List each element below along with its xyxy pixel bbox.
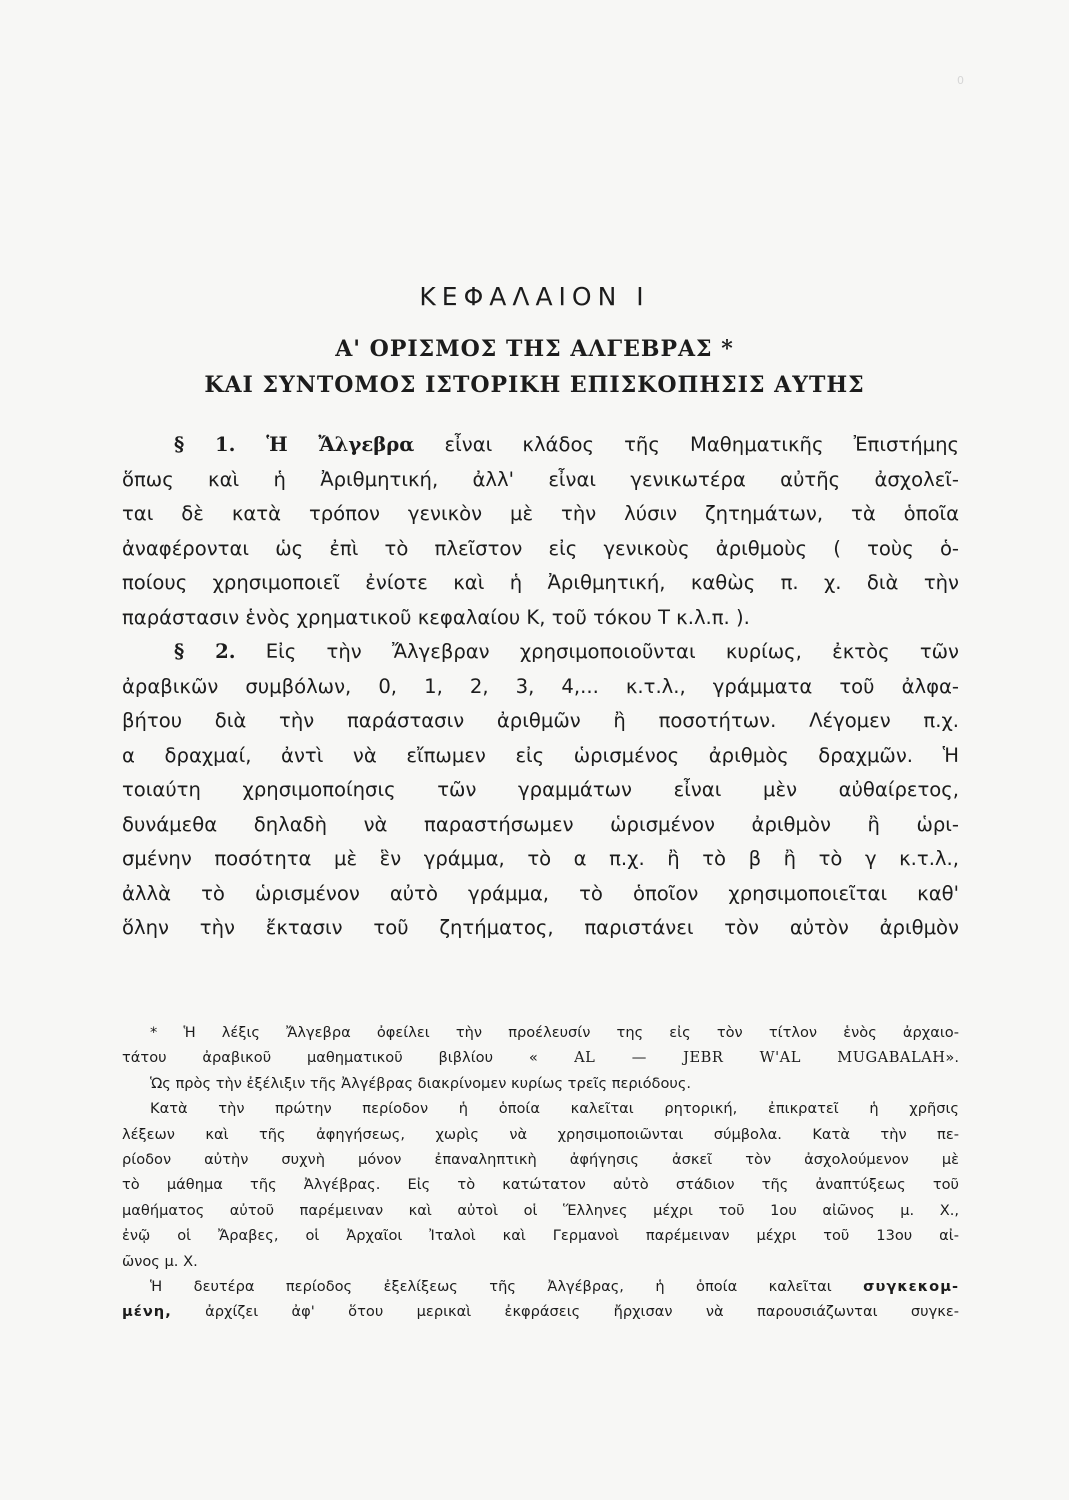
paragraph-line: ται δὲ κατὰ τρόπον γενικὸν μὲ τὴν λύσιν ζητημάτων, τὰ ὁποῖα — [122, 502, 959, 525]
paragraph-line: βήτου διὰ τὴν παράστασιν ἀριθμῶν ἢ ποσοτήτων. Λέγομεν π.χ. — [122, 709, 959, 732]
section-label: § 2. — [174, 640, 236, 663]
footnote-line: μένη, ἀρχίζει ἀφ' ὅτου μερικαὶ ἐκφράσεις ἤρχισαν νὰ παρουσιάζωνται συγκε- — [122, 1303, 959, 1321]
footnotes — [122, 1020, 959, 1325]
paragraph-line: § 2. Εἰς τὴν Ἄλγεβραν χρησιμοποιοῦνται κυρίως, ἐκτὸς τῶν — [174, 640, 959, 663]
page-number-mark: 0 — [957, 74, 964, 87]
paragraph-line: ὅλην τὴν ἔκτασιν τοῦ ζητήματος, παριστάνει τὸν αὐτὸν ἀριθμὸν — [122, 916, 959, 939]
paragraph-line: α δραχμαί, ἀντὶ νὰ εἴπωμεν εἰς ὡρισμένος ἀριθμὸς δραχμῶν. Ἡ — [122, 743, 959, 767]
footnote-line: μαθήματος αὐτοῦ παρέμειναν καὶ αὐτοὶ οἱ Ἕλληνες μέχρι τοῦ 1ου αἰῶνος μ. Χ., — [122, 1201, 959, 1219]
section-label: § 1. Ἡ Ἄλγεβρα — [174, 433, 415, 456]
section-title-line-2: ΚΑΙ ΣΥΝΤΟΜΟΣ ΙΣΤΟΡΙΚΗ ΕΠΙΣΚΟΠΗΣΙΣ ΑΥΤΗΣ — [204, 372, 865, 398]
section-title-line-1: Α' ΟΡΙΣΜΟΣ ΤΗΣ ΑΛΓΕΒΡΑΣ * — [335, 336, 734, 362]
footnote-line: ῶνος μ. Χ. — [122, 1252, 198, 1270]
footnote-line: Ὡς πρὸς τὴν ἐξέλιξιν τῆς Ἀλγέβρας διακρίνομεν κυρίως τρεῖς περιόδους. — [150, 1074, 692, 1092]
paragraph-line: δυνάμεθα δηλαδὴ νὰ παραστήσωμεν ὡρισμένον ἀριθμὸν ἢ ὡρι- — [122, 812, 959, 836]
main-text — [122, 428, 959, 946]
paragraph-line: ἀραβικῶν συμβόλων, 0, 1, 2, 3, 4,... κ.τ.λ., γράμματα τοῦ ἀλφα- — [122, 674, 959, 698]
paragraph-line: ἀλλὰ τὸ ὡρισμένον αὐτὸ γράμμα, τὸ ὁποῖον χρησιμοποιεῖται καθ' — [122, 881, 959, 905]
footnote-line: ρίοδον αὐτὴν συχνὴ μόνον ἐπαναληπτικὴ ἀφήγησις ἀσκεῖ τὸν ἀσχολούμενον μὲ — [122, 1151, 959, 1169]
footnote-line: Ἡ δευτέρα περίοδος ἐξελίξεως τῆς Ἀλγέβρας, ἡ ὁποία καλεῖται συγκεκομ- — [150, 1278, 959, 1296]
footnote-line: τὸ μάθημα τῆς Ἀλγέβρας. Εἰς τὸ κατώτατον αὐτὸ στάδιον τῆς ἀναπτύξεως τοῦ — [122, 1176, 959, 1194]
paragraph-line: τοιαύτη χρησιμοποίησις τῶν γραμμάτων εἶναι μὲν αὐθαίρετος, — [122, 778, 959, 801]
paragraph-line: ὅπως καὶ ἡ Ἀριθμητική, ἀλλ' εἶναι γενικωτέρα αὐτῆς ἀσχολεῖ- — [122, 467, 959, 491]
paragraph-line: § 1. Ἡ Ἄλγεβρα εἶναι κλάδος τῆς Μαθηματικῆς Ἐπιστήμης — [174, 433, 959, 456]
paragraph-line: παράστασιν ἑνὸς χρηματικοῦ κεφαλαίου Κ, τοῦ τόκου Τ κ.λ.π. ). — [122, 605, 750, 629]
footnote-line: Κατὰ τὴν πρώτην περίοδον ἡ ὁποία καλεῖται ρητορική, ἐπικρατεῖ ἡ χρῆσις — [150, 1100, 959, 1118]
paragraph-line: ποίους χρησιμοποιεῖ ἐνίοτε καὶ ἡ Ἀριθμητική, καθὼς π. χ. διὰ τὴν — [122, 571, 959, 594]
paragraph-line: ἀναφέρονται ὡς ἐπὶ τὸ πλεῖστον εἰς γενικοὺς ἀριθμοὺς ( τοὺς ὁ- — [122, 536, 959, 560]
arabic-book-title: AL — JEBR W'AL MUGABALAH — [537, 1049, 946, 1067]
footnote-line: λέξεων καὶ τῆς ἀφηγήσεως, χωρὶς νὰ χρησιμοποιῶνται σύμβολα. Κατὰ τὴν πε- — [122, 1125, 959, 1143]
footnote-line: ἐνῷ οἱ Ἄραβες, οἱ Ἀρχαῖοι Ἰταλοὶ καὶ Γερμανοὶ παρέμειναν μέχρι τοῦ 13ου αἰ- — [122, 1227, 959, 1245]
paragraph-line: σμένην ποσότητα μὲ ἓν γράμμα, τὸ α π.χ. ἢ τὸ β ἢ τὸ γ κ.τ.λ., — [122, 847, 959, 870]
footnote-line: * Ἡ λέξις Ἄλγεβρα ὀφείλει τὴν προέλευσίν της εἰς τὸν τίτλον ἑνὸς ἀρχαιο- — [150, 1024, 959, 1041]
footnote-line: τάτου ἀραβικοῦ μαθηματικοῦ βιβλίου « AL — JEBR W'AL MUGABALAH». — [122, 1049, 959, 1067]
emphasized-term: μένη, — [122, 1303, 172, 1321]
emphasized-term: συγκεκομ- — [863, 1278, 959, 1296]
chapter-heading: ΚΕΦΑΛΑΙΟΝ Ι — [419, 282, 650, 311]
